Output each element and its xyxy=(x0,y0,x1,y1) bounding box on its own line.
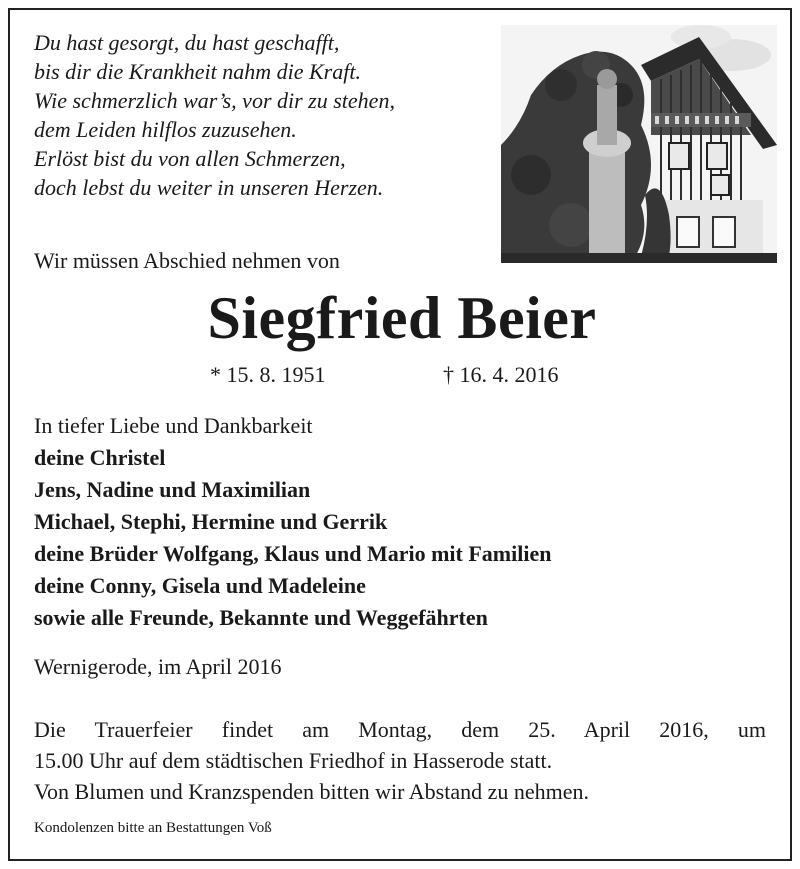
mourners-intro: In tiefer Liebe und Dankbarkeit xyxy=(34,413,313,438)
death-date: † 16. 4. 2016 xyxy=(443,362,559,387)
mourner-line: deine Christel xyxy=(34,445,166,470)
place-date: Wernigerode, im April 2016 xyxy=(34,654,282,679)
house-photo xyxy=(501,25,777,263)
poem-line: bis dir die Krankheit nahm die Kraft. xyxy=(34,59,361,84)
poem-line: dem Leiden hilflos zuzusehen. xyxy=(34,117,297,142)
funeral-line: Die Trauerfeier findet am Montag, dem 25. April 2016, um xyxy=(34,717,766,742)
farewell-intro: Wir müssen Abschied nehmen von xyxy=(34,248,340,273)
poem-line: doch lebst du weiter in unseren Herzen. xyxy=(34,175,384,200)
poem-line: Du hast gesorgt, du hast geschafft, xyxy=(34,30,340,55)
mourner-line: Jens, Nadine und Maximilian xyxy=(34,477,311,502)
birth-date: * 15. 8. 1951 xyxy=(210,362,326,387)
poem xyxy=(34,28,395,202)
obituary-frame xyxy=(8,8,792,861)
mourners-list xyxy=(34,442,551,634)
condolences-note: Kondolenzen bitte an Bestattungen Voß xyxy=(34,820,272,836)
mourner-line: sowie alle Freunde, Bekannte und Weggefährten xyxy=(34,605,488,630)
funeral-line: Von Blumen und Kranzspenden bitten wir Abstand zu nehmen. xyxy=(34,779,589,804)
mourners-block xyxy=(34,410,551,634)
poem-line: Erlöst bist du von allen Schmerzen, xyxy=(34,146,346,171)
mourner-line: deine Conny, Gisela und Madeleine xyxy=(34,573,366,598)
funeral-notice xyxy=(34,714,766,807)
deceased-name: Siegfried Beier xyxy=(207,285,597,351)
mourner-line: Michael, Stephi, Hermine und Gerrik xyxy=(34,509,388,534)
funeral-line: 15.00 Uhr auf dem städtischen Friedhof in Hasserode statt. xyxy=(34,748,553,773)
poem-line: Wie schmerzlich war’s, vor dir zu stehen, xyxy=(34,88,395,113)
mourner-line: deine Brüder Wolfgang, Klaus und Mario mit Familien xyxy=(34,541,552,566)
